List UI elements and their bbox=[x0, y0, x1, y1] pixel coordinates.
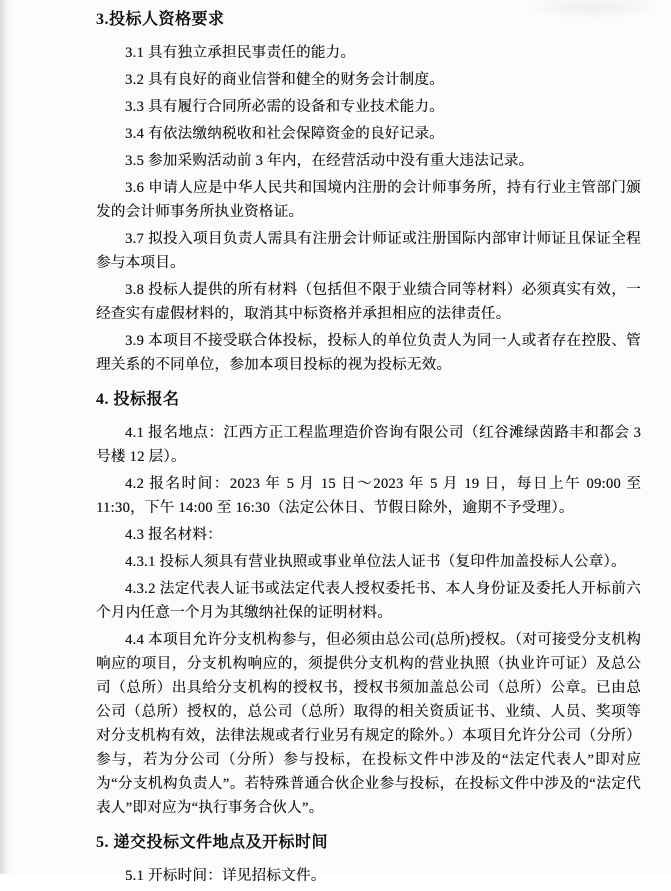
paragraph: 4.2 报名时间：2023 年 5 月 15 日～2023 年 5 月 19 日，每日上午 09:00 至 11:30，下午 14:00 至 16:30（法定公休日、节假日除外，逾期不予受理）。 bbox=[96, 476, 641, 516]
section-bid-registration bbox=[96, 387, 641, 820]
paragraph: 3.4 有依法缴纳税收和社会保障资金的良好记录。 bbox=[125, 126, 444, 142]
page-left-edge-shadow bbox=[0, 0, 10, 874]
paragraph: 3.3 具有履行合同所必需的设备和专业技术能力。 bbox=[125, 99, 444, 115]
paragraph: 4.3 报名材料： bbox=[125, 527, 222, 543]
paragraph: 4.3.1 投标人须具有营业执照或事业单位法人证书（复印件加盖投标人公章）。 bbox=[125, 554, 626, 570]
paragraph: 3.1 具有独立承担民事责任的能力。 bbox=[125, 45, 356, 61]
paragraph: 3.6 申请人应是中华人民共和国境内注册的会计师事务所，持有行业主管部门颁发的会计师事务所执业资格证。 bbox=[96, 180, 641, 220]
paragraph: 5.1 开标时间：详见招标文件。 bbox=[125, 868, 326, 884]
paragraph: 3.8 投标人提供的所有材料（包括但不限于业绩合同等材料）必须真实有效，一经查实有虚假材料的，取消其中标资格并承担相应的法律责任。 bbox=[96, 282, 641, 322]
section-heading: 3.投标人资格要求 bbox=[96, 11, 225, 28]
section-bid-submission-and-opening bbox=[96, 830, 641, 888]
paragraph: 3.5 参加采购活动前 3 年内，在经营活动中没有重大违法记录。 bbox=[125, 153, 534, 169]
section-bidder-qualification-requirements bbox=[96, 7, 641, 377]
paragraph: 4.3.2 法定代表人证书或法定代表人授权委托书、本人身份证及委托人开标前六个月内任意一个月为其缴纳社保的证明材料。 bbox=[96, 581, 641, 621]
section-heading: 5. 递交投标文件地点及开标时间 bbox=[96, 834, 329, 851]
paragraph: 3.7 拟投入项目负责人需具有注册会计师证或注册国际内部审计师证且保证全程参与本项目。 bbox=[96, 231, 641, 271]
paragraph: 3.2 具有良好的商业信誉和健全的财务会计制度。 bbox=[125, 72, 444, 88]
paragraph: 3.9 本项目不接受联合体投标，投标人的单位负责人为同一人或者存在控股、管理关系的不同单位，参加本项目投标的视为投标无效。 bbox=[96, 333, 641, 373]
paragraph: 4.1 报名地点：江西方正工程监理造价咨询有限公司（红谷滩绿茵路丰和都会 3 号楼 12 层）。 bbox=[96, 425, 641, 465]
paragraph: 4.4 本项目允许分支机构参与，但必须由总公司(总所)授权。（对可接受分支机构响应的项目，分支机构响应的，须提供分支机构的营业执照（执业许可证）及总公司（总所）出具给分支机构的授权书，授权书须加盖总公司（总所）公章。已由总公司（总所）授权的，总公司（总所）取得的相关资质证书、业绩、人员、奖项等对分支机构有效，法律法规或者行业另有规定的除外。）本项目允许分公司（分所）参与，若为分公司（分所）参与投标，在投标文件中涉及的“法定代表人”即对应为“分支机构负责人”。若特殊普通合伙企业参与投标，在投标文件中涉及的“法定代表人”即对应为“执行事务合伙人”。 bbox=[96, 632, 641, 816]
document-content bbox=[96, 7, 641, 891]
section-heading: 4. 投标报名 bbox=[96, 391, 180, 408]
